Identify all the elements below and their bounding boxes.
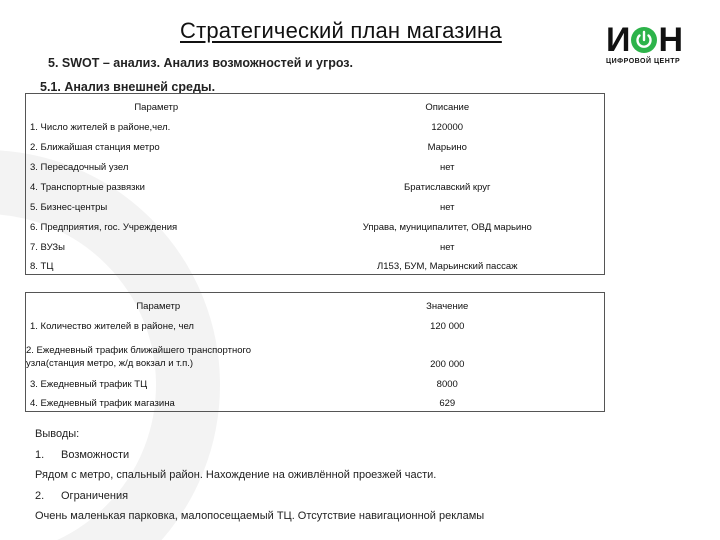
table-row <box>26 115 605 135</box>
list-label: Возможности <box>61 448 130 461</box>
param-cell: 4. Транспортные развязки <box>30 181 145 193</box>
table-row <box>26 334 605 372</box>
value-cell: 8000 <box>436 378 458 390</box>
table-row <box>26 135 605 155</box>
list-item <box>35 445 484 466</box>
param-cell: 5. Бизнес-центры <box>30 201 108 213</box>
value-cell: нет <box>439 241 455 253</box>
page-title: Стратегический план магазина <box>180 18 502 43</box>
value-cell: 120000 <box>431 121 464 133</box>
subsection-heading: 5.1. Анализ внешней среды. <box>40 80 216 94</box>
param-cell: 2. Ежедневный трафик ближайшего транспортного узла(станция метро, ж/д вокзал и т.п.) <box>26 344 252 369</box>
value-cell: 200 000 <box>430 358 465 370</box>
table-row <box>26 372 605 392</box>
value-cell: 629 <box>439 398 456 409</box>
section-heading: 5. SWOT – анализ. Анализ возможностей и угроз. <box>48 56 353 70</box>
column-header-value: Значение <box>426 300 469 312</box>
list-number: 1. <box>35 448 45 461</box>
list-label: Ограничения <box>61 489 129 502</box>
table-row <box>26 314 605 334</box>
value-cell: 120 000 <box>430 320 465 332</box>
column-header-description: Описание <box>425 101 470 113</box>
logo-letter-right: Н <box>658 21 683 59</box>
table-header-row <box>26 293 605 314</box>
value-cell: Управа, муниципалитет, ОВД марьино <box>362 221 532 233</box>
table-row <box>26 195 605 215</box>
table-row <box>26 235 605 255</box>
conclusions-block <box>35 424 484 527</box>
external-environment-table <box>25 93 605 275</box>
param-cell: 4. Ежедневный трафик магазина <box>30 398 175 409</box>
value-cell: нет <box>439 201 455 213</box>
param-cell: 7. ВУЗы <box>30 241 65 253</box>
param-cell: 3. Ежедневный трафик ТЦ <box>30 378 148 390</box>
logo-wordmark <box>606 21 698 59</box>
logo-subtitle: ЦИФРОВОЙ ЦЕНТР <box>606 58 681 65</box>
traffic-table <box>25 292 605 412</box>
list-number: 2. <box>35 489 45 502</box>
conclusions-label: Выводы: <box>35 428 80 440</box>
conclusion-text: Очень маленькая парковка, малопосещаемый ТЦ. Отсутствие навигационной рекламы <box>35 510 485 522</box>
table-row <box>26 392 605 412</box>
table-row <box>26 175 605 195</box>
logo-letter-left: И <box>606 21 631 59</box>
column-header-param: Параметр <box>136 300 181 312</box>
table-header-row <box>26 94 605 115</box>
param-cell: 6. Предприятия, гос. Учреждения <box>30 221 178 233</box>
conclusion-text: Рядом с метро, спальный район. Нахождение на оживлённой проезжей части. <box>35 469 437 481</box>
param-cell: 2. Ближайшая станция метро <box>30 141 160 153</box>
value-cell: Марьино <box>427 141 467 153</box>
value-cell: Л153, БУМ, Марьинский пассаж <box>377 261 518 272</box>
ion-logo <box>606 21 698 70</box>
param-cell: 8. ТЦ <box>30 261 54 272</box>
value-cell: нет <box>439 161 455 173</box>
power-icon <box>631 27 657 53</box>
column-header-param: Параметр <box>134 101 179 113</box>
table-row <box>26 255 605 275</box>
param-cell: 1. Число жителей в районе,чел. <box>30 121 171 133</box>
param-cell: 3. Пересадочный узел <box>30 161 129 173</box>
table-row <box>26 215 605 235</box>
param-cell: 1. Количество жителей в районе, чел <box>30 320 194 332</box>
list-item <box>35 486 484 507</box>
table-row <box>26 155 605 175</box>
value-cell: Братиславский круг <box>404 181 491 193</box>
